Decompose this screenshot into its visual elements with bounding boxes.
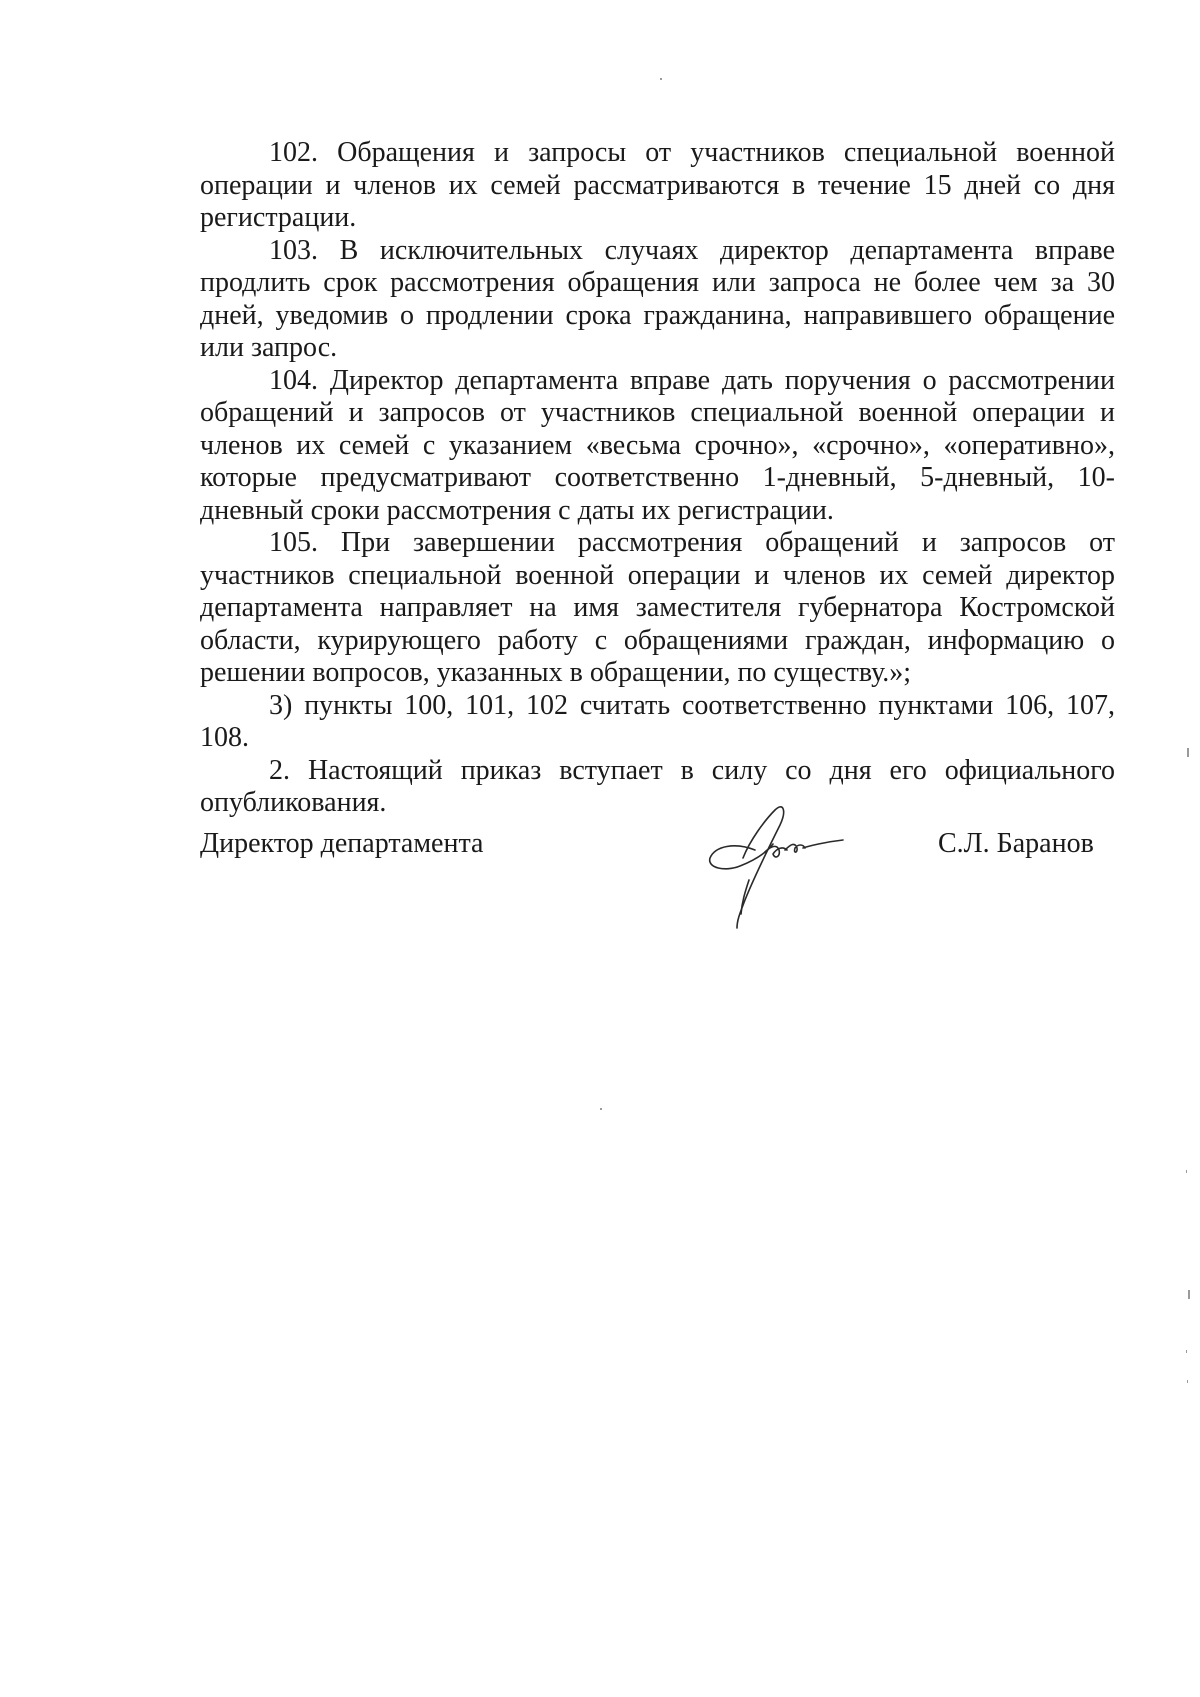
scan-artifact: [1186, 1350, 1187, 1353]
paragraph-103: 103. В исключительных случаях директор департамента вправе продлить срок рассмотрения обращения или запроса не более чем за 30 дней, уведомив о продлении срока гражданина, направившего обращение или запрос.: [200, 234, 1115, 363]
paragraph-item-3: 3) пункты 100, 101, 102 считать соответственно пунктами 106, 107, 108.: [200, 689, 1115, 753]
scan-artifact: [1186, 1170, 1187, 1173]
signatory-position: Директор департамента: [200, 828, 484, 859]
paragraph-105: 105. При завершении рассмотрения обращений и запросов от участников специальной военной операции и членов их семей директор департамента направляет на имя заместителя губернатора Костромской области, курирующего работу с обращениями граждан, информацию о решении вопросов, указанных в обращении, по существу.»;: [200, 527, 1115, 688]
scan-artifact: [660, 78, 662, 80]
scan-artifact: [1188, 1290, 1190, 1299]
scan-artifact: [600, 1108, 602, 1110]
signature-block: [200, 780, 1115, 940]
paragraph-item-2: 2. Настоящий приказ вступает в силу со дня его официального опубликования.: [200, 754, 1115, 818]
scan-artifact: [1187, 748, 1189, 757]
scan-artifact: [1187, 1380, 1188, 1383]
paragraph-104: 104. Директор департамента вправе дать поручения о рассмотрении обращений и запросов от участников специальной военной операции и членов их семей с указанием «весьма срочно», «срочно», «оперативно», которые предусматривают соответственно 1-дневный, 5-дневный, 10-дневный сроки рассмотрения с даты их регистрации.: [200, 364, 1115, 526]
document-body: [200, 137, 1115, 820]
paragraph-102: 102. Обращения и запросы от участников специальной военной операции и членов их семей рассматриваются в течение 15 дней со дня регистрации.: [200, 137, 1115, 233]
handwritten-signature-icon: [685, 780, 865, 940]
signatory-name: С.Л. Баранов: [938, 828, 1094, 859]
